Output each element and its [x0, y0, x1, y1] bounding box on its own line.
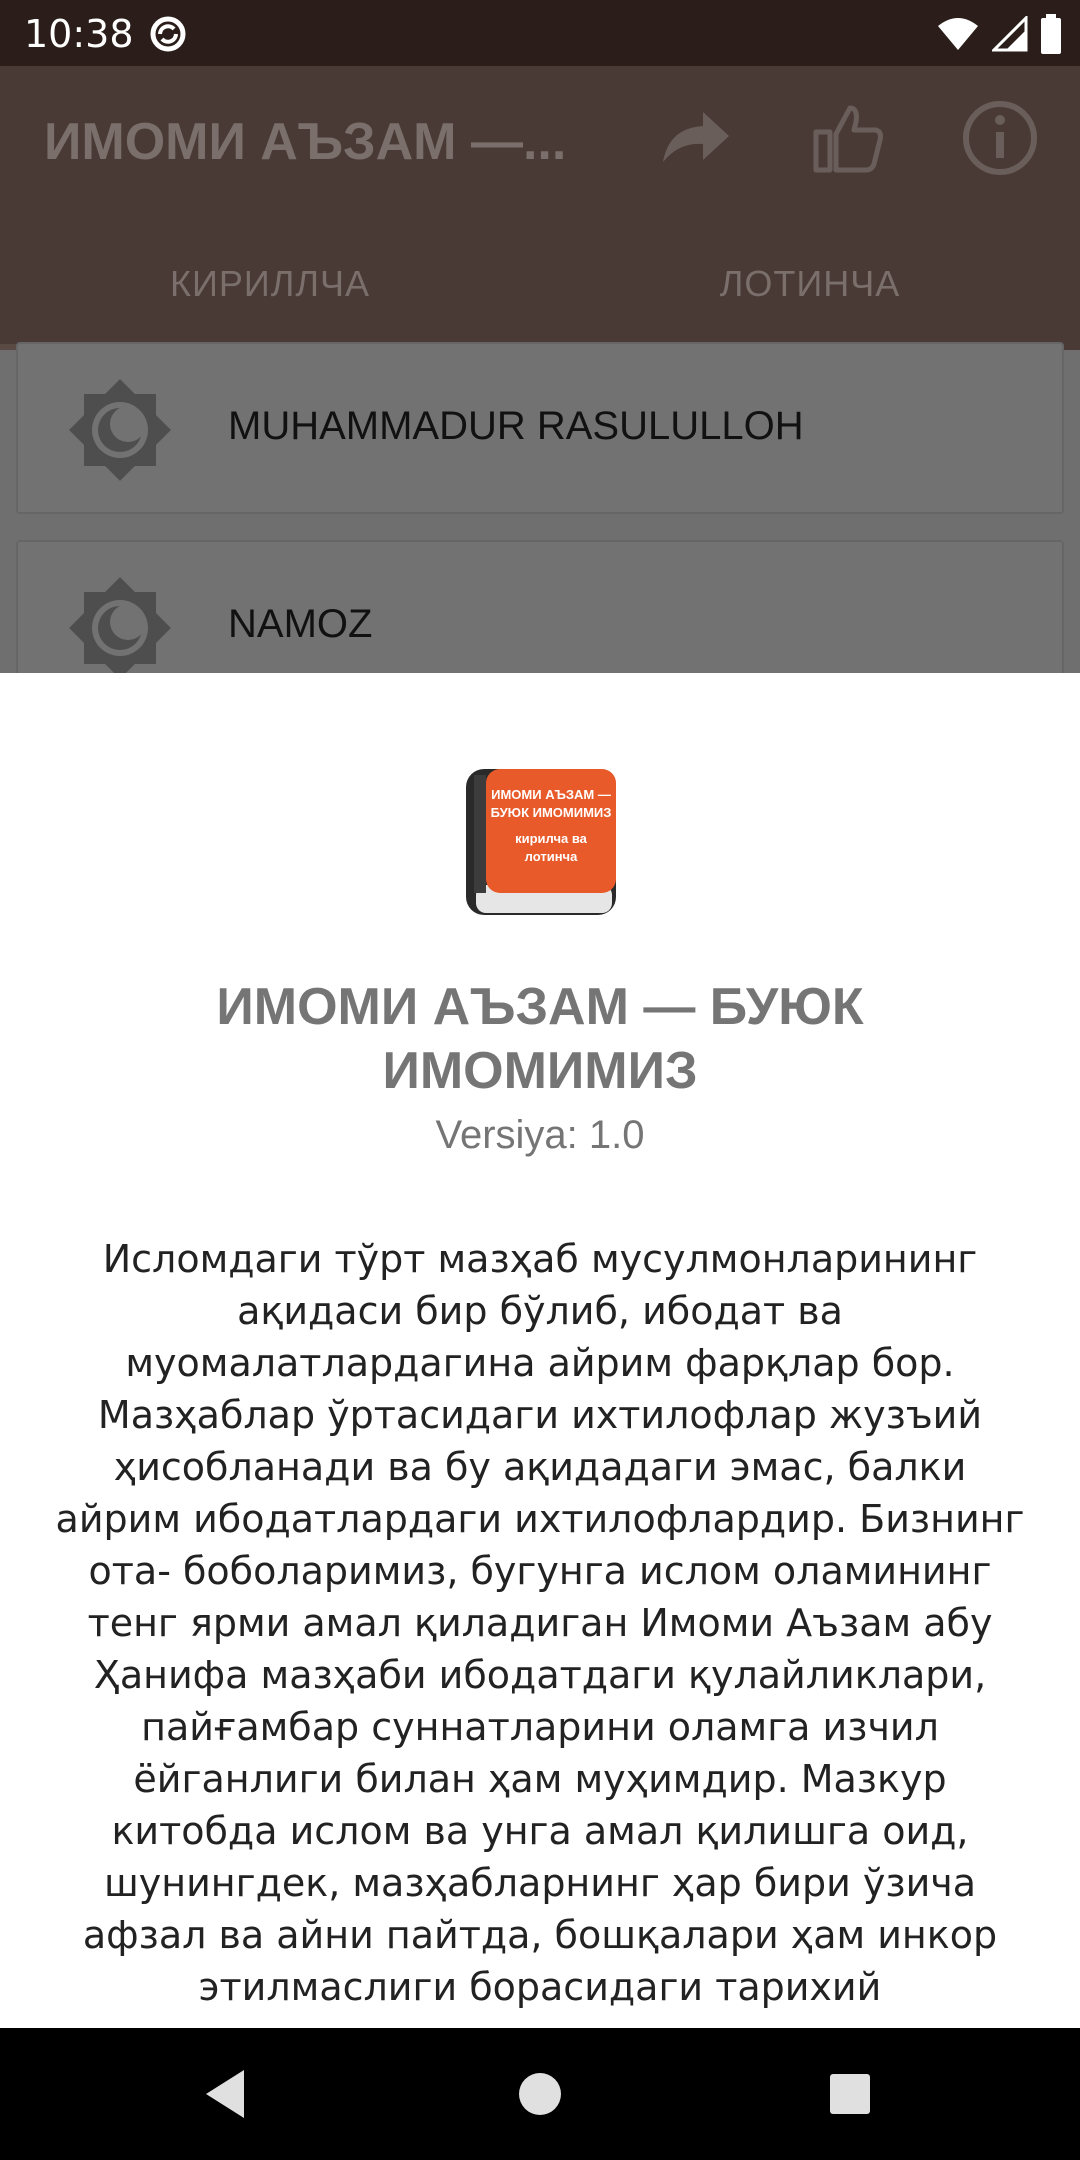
list-item-label: MUHAMMADUR RASULULLOH — [228, 404, 804, 448]
signal-icon — [992, 16, 1028, 52]
home-icon[interactable] — [510, 2064, 570, 2124]
book-cover-line: ИМОМИ АЪЗАМ — — [491, 787, 611, 802]
info-icon[interactable] — [960, 98, 1040, 178]
navigation-bar — [0, 2028, 1080, 2160]
islamic-star-icon — [58, 566, 182, 690]
about-title: ИМОМИ АЪЗАМ — БУЮК ИМОМИМИЗ — [216, 978, 864, 1100]
book-cover-line: кирилча ва — [515, 831, 587, 846]
wifi-icon — [936, 16, 980, 52]
list-item[interactable] — [16, 342, 1064, 514]
list-item-label: NAMOZ — [228, 602, 373, 646]
status-time: 10:38 — [24, 12, 134, 56]
like-icon[interactable] — [808, 98, 888, 178]
status-icons — [936, 14, 1062, 54]
app-title: ИМОМИ АЪЗАМ —... — [44, 113, 567, 171]
islamic-star-icon — [58, 368, 182, 492]
status-bar — [0, 0, 1080, 66]
book-cover-line: БУЮК ИМОМИМИЗ — [490, 805, 612, 820]
app-bar — [0, 66, 1080, 350]
back-icon[interactable] — [196, 2064, 256, 2124]
about-description: Исломдаги тўрт мазҳаб мусулмонларининг ақидаси бир бўлиб, ибодат ва муомалатлардагина айрим фарқлар бор. Мазҳаблар ўртасидаги ихтилофлар жузъий ҳисобланади ва бу ақидадаги эмас, балки айрим ибодатлардаги ихтилофлардир. Бизнинг ота- боболаримиз, бугунга ислом оламининг тенг ярми амал қиладиган Имоми Аъзам абу Ҳанифа мазҳаби ибодатдаги қулайликлари, пайғамбар суннатларини оламга изчил ёйганлиги билан ҳам муҳимдир. Мазкур китобда ислом ва унга амал қилишга оид, шунингдек, мазҳабларнинг ҳар бири ўзича афзал ва айни пайтда, бошқалари ҳам инкор этилмаслиги борасидаги тарихий — [55, 1237, 1025, 2009]
about-version: Versiya: 1.0 — [435, 1113, 645, 1157]
battery-icon — [1040, 14, 1062, 54]
book-cover-line: лотинча — [524, 849, 578, 864]
tab-bar — [0, 218, 1080, 350]
tab-cyrillic[interactable]: КИРИЛЛЧА — [170, 263, 370, 304]
book-cover-icon — [460, 765, 620, 925]
about-dialog — [0, 673, 1080, 2028]
share-icon[interactable] — [655, 98, 735, 178]
sync-icon — [148, 14, 188, 54]
tab-latin[interactable]: ЛОТИНЧА — [719, 263, 901, 304]
recents-icon[interactable] — [820, 2064, 880, 2124]
